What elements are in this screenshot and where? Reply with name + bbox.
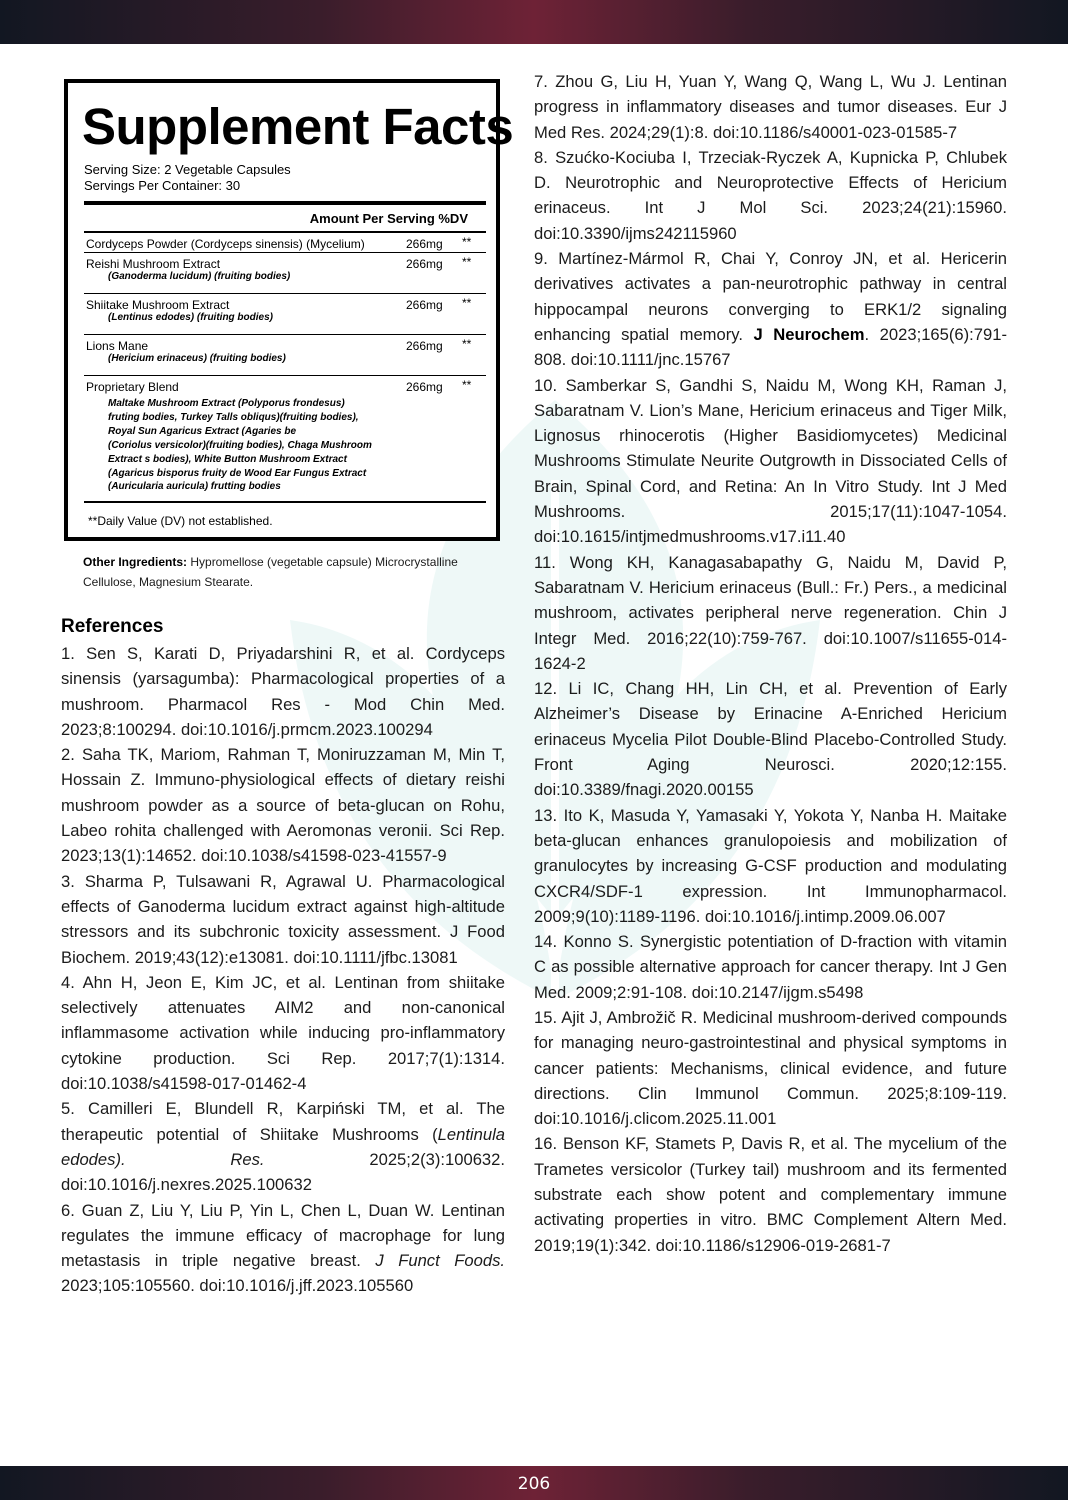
reference-item: 15. Ajit J, Ambrožič R. Medicinal mushroom-derived compounds for managing neuro-gastrointestinal and physical symptoms in cancer patients: Mechanisms, clinical evidence, and future directions. Clin Immunol Commun. 2025;8:109-119. doi:10.1016/j.clicom.2025.11.001 [534,1007,1007,1129]
serving-size: Serving Size: 2 Vegetable Capsules [84,162,291,177]
blend-line: (Agaricus bisporus fruity de Wood Ear Fungus Extract [108,467,367,479]
ingredient-name: Cordyceps Powder (Cordyceps sinensis) (Mycelium) [86,237,365,251]
reference-text: 5. Camilleri E, Blundell R, Karpiński TM, et al. The therapeutic potential of Shiitake Mushrooms ( [61,1099,505,1144]
ingredient-amount: 266mg [406,237,443,251]
reference-item: 4. Ahn H, Jeon E, Kim JC, et al. Lentinan from shiitake selectively attenuates AIM2 and non-canonical inflammasome activation while inducing pro-inflammatory cytokine production. Sci Rep. 2017;7(1):1314. doi:10.1038/s41598-017-01462-4 [61,972,505,1094]
row-divider [84,334,486,335]
reference-journal: J Funct Foods. [375,1251,505,1271]
reference-item: 12. Li IC, Chang HH, Lin CH, et al. Prevention of Early Alzheimer’s Disease by Erinacine A-Enriched Hericium erinaceus Mycelia Pilot Double-Blind Placebo-Controlled Study. Front Aging Neurosci. 2020;12:155. doi:10.3389/fnagi.2020.00155 [534,679,1007,800]
reference-item: 8. Szućko-Kociuba I, Trzeciak-Ryczek A, Kupnicka P, Chlubek D. Neurotrophic and Neuroprotective Effects of Hericium erinaceus. Int J Mol Sci. 2023;24(21):15960. doi:10.3390/ijms242115960 [534,147,1007,243]
blend-line: fruting bodies, Turkey Talls obliqus)(fruiting bodies), [108,411,359,423]
reference-item: 2. Saha TK, Mariom, Rahman T, Moniruzzaman M, Min T, Hossain Z. Immuno-physiological effects of dietary reishi mushroom powder as a source of beta-glucan on Rohu, Labeo rohita challenged with Aeromonas veronii. Sci Rep. 2023;13(1):14652. doi:10.1038/s41598-023-41557-9 [61,745,505,866]
ingredient-amount: 266mg [406,339,443,353]
reference-item: 11. Wong KH, Kanagasabapathy G, Naidu M, David P, Sabaratnam V. Hericium erinaceus (Bull.: Fr.) Pers., a medicinal mushroom, activates peripheral nerve regeneration. Chin J Integr Med. 2016;22(10):759-767. doi:10.1007/s11655-014-1624-2 [534,552,1007,673]
blend-line: Extract s bodies), White Button Mushroom Extract [108,453,347,465]
ingredient-name: Proprietary Blend [86,380,179,394]
ingredient-name: Lions Mane [86,339,149,353]
page-number: 206 [517,1474,551,1494]
reference-item: 10. Samberkar S, Gandhi S, Naidu M, Wong KH, Raman J, Sabaratnam V. Lion’s Mane, Hericium erinaceus and Tiger Milk, Lignosus rhinocerotis (Higher Basidiomycetes) Medicinal Mushrooms Stimulate Neurite Outgrowth in Dissociated Cells of Brain, Spinal Cord, and Retina: An In Vitro Study. Int J Med Mushrooms. 2015;17(11):1047-1054. doi:10.1615/intjmedmushrooms.v17.i11.40 [534,375,1007,547]
header-divider [84,231,486,233]
servings-per-container: Servings Per Container: 30 [84,178,241,193]
reference-text: 6. Guan Z, Liu Y, Liu P, Yin L, Chen L, Duan W. Lentinan regulates the immune efficacy of macrophage for lung metastasis in triple negative breast. [61,1200,505,1271]
thick-divider [84,201,486,205]
ingredient-dv: ** [462,337,472,351]
reference-item: 16. Benson KF, Stamets P, Davis R, et al. The mycelium of the Trametes versicolor (Turkey tail) mushroom and its fermented substrate each show potent and complementary immune activating properties in vitro. BMC Complement Altern Med. 2019;19(1):342. doi:10.1186/s12906-019-2681-7 [534,1134,1007,1255]
ingredient-dv: ** [462,296,472,310]
reference-item: 14. Konno S. Synergistic potentiation of D-fraction with vitamin C as possible alternative approach for cancer therapy. Int J Gen Med. 2009;2:91-108. doi:10.2147/ijgm.s5498 [534,932,1007,1002]
blend-line: (Auricularia auricula) frutting bodies [108,481,281,493]
reference-text: . 2023;165(6):791-808. doi:10.1111/jnc.15767 [534,324,1007,370]
reference-text: 9. Martínez-Mármol R, Chai Y, Conroy JN, et al. Hericerin derivatives activates a pan-neurotrophic pathway in central hippocampal neurons converging to ERK1/2 signaling enhancing spatial memory. [534,249,1007,344]
ingredient-source: (Ganoderma lucidum) (fruiting bodies) [108,271,291,282]
ingredient-amount: 266mg [406,298,443,312]
reference-item [61,1096,505,1197]
header-bar [0,0,1068,44]
reference-text: 2023;105:105560. doi:10.1016/j.jff.2023.105560 [61,1276,414,1296]
reference-journal: Lentinula edodes). Res. [61,1124,505,1169]
supplement-facts-label [64,79,514,541]
reference-item: 7. Zhou G, Liu H, Yuan Y, Wang Q, Wang L, Wu J. Lentinan progress in inflammatory diseases and tumor diseases. Eur J Med Res. 2024;29(1):8. doi:10.1186/s40001-023-01585-7 [534,72,1007,142]
ingredient-dv: ** [462,378,472,392]
row-divider [84,293,486,294]
reference-item [534,246,1007,372]
row-divider [84,252,486,253]
reference-item: 1. Sen S, Karati D, Priyadarshini R, et al. Cordyceps sinensis (yarsagumba): Pharmacological properties of a mushroom. Pharmacol Res - Mod Chin Med. 2023;8:100294. doi:10.1016/j.prmcm.2023.100294 [61,644,505,739]
ingredient-dv: ** [462,255,472,269]
dv-note: **Daily Value (DV) not established. [88,514,273,528]
ingredient-dv: ** [462,235,472,249]
reference-item [61,1198,505,1299]
ingredient-name: Reishi Mushroom Extract [86,257,221,271]
ingredient-source: (Hericium erinaceus) (fruiting bodies) [108,353,286,364]
footer-bar [0,1466,1068,1500]
blend-line: Maltake Mushroom Extract (Polyporus frondesus) [108,398,345,409]
references-column-left [61,641,505,1299]
blend-contents [108,397,398,494]
reference-text: 2025;2(3):100632. doi:10.1016/j.nexres.2025.100632 [61,1149,505,1195]
ingredient-name: Shiitake Mushroom Extract [86,298,230,312]
references-heading: References [61,616,164,637]
blend-line: (Coriolus versicolor)(fruiting bodies), Chaga Mushroom [108,439,372,451]
bottom-divider [84,501,486,503]
ingredient-amount: 266mg [406,257,443,271]
reference-item: 3. Sharma P, Tulsawani R, Agrawal U. Pharmacological effects of Ganoderma lucidum extract against high-altitude stressors and its subchronic toxicity assessment. J Food Biochem. 2019;43(12):e13081. doi:10.1111/jfbc.13081 [61,871,505,967]
reference-item: 13. Ito K, Masuda Y, Yamasaki Y, Yokota Y, Nanba H. Maitake beta-glucan enhances granulopoiesis and mobilization of granulocytes by increasing G-CSF production and modulating CXCR4/SDF-1 expression. Int Immunopharmacol. 2009;9(10):1189-1196. doi:10.1016/j.intimp.2009.06.007 [534,805,1007,926]
amount-header: Amount Per Serving %DV [309,211,468,226]
serving-info [84,162,291,194]
references-column-right [534,69,1007,1258]
facts-title: Supplement Facts [82,98,514,155]
other-ingredients-label: Other Ingredients: [83,555,188,569]
other-ingredients [83,552,493,592]
ingredient-amount: 266mg [406,380,443,394]
other-ingredients-text: Hypromellose (vegetable capsule) Microcrystalline Cellulose, Magnesium Stearate. [83,555,458,589]
ingredient-source: (Lentinus edodes) (fruiting bodies) [108,312,273,323]
reference-journal: J Neurochem [753,324,865,344]
blend-line: Royal Sun Agaricus Extract (Agaries be [108,425,297,437]
row-divider [84,375,486,376]
